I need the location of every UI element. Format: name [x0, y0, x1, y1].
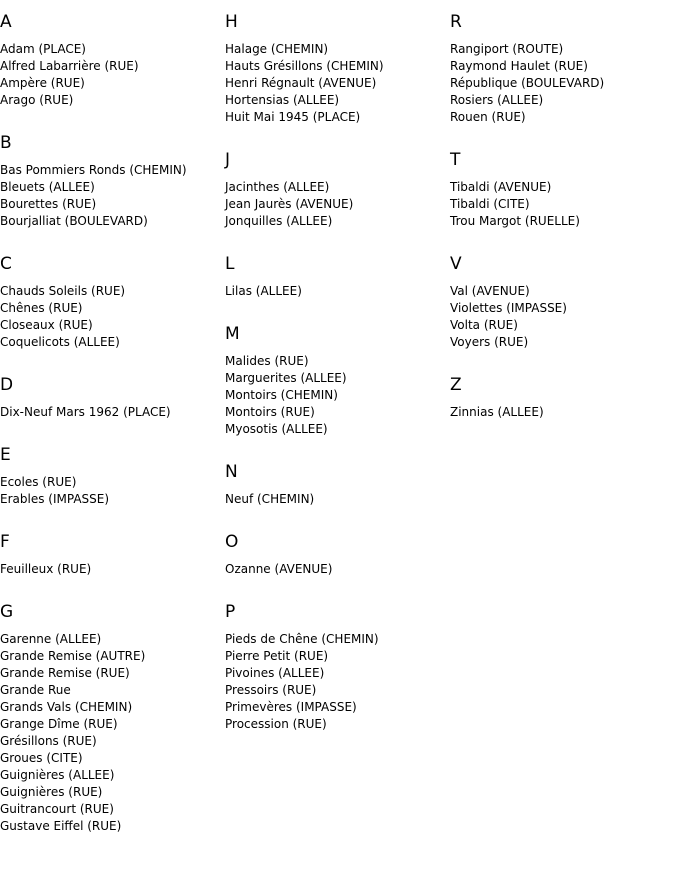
street-list — [225, 353, 450, 438]
street-item: Jonquilles (ALLEE) — [225, 214, 333, 228]
letter-heading: B — [0, 133, 12, 153]
street-item: Ampère (RUE) — [0, 76, 85, 90]
street-list — [0, 404, 225, 421]
letter-group — [225, 253, 450, 300]
letter-heading: Z — [450, 375, 462, 395]
letter-group — [450, 11, 675, 126]
street-item: Pressoirs (RUE) — [225, 683, 317, 697]
street-item: Bourettes (RUE) — [0, 197, 97, 211]
letter-heading: O — [225, 532, 239, 552]
letter-heading: D — [0, 375, 14, 395]
street-item: Rangiport (ROUTE) — [450, 42, 564, 56]
street-list — [225, 491, 450, 508]
street-item: Voyers (RUE) — [450, 335, 529, 349]
street-item: Pivoines (ALLEE) — [225, 666, 325, 680]
street-item: Huit Mai 1945 (PLACE) — [225, 110, 361, 124]
street-item: Garenne (ALLEE) — [0, 632, 102, 646]
street-item: Adam (PLACE) — [0, 42, 86, 56]
street-index — [0, 11, 675, 858]
street-item: Closeaux (RUE) — [0, 318, 93, 332]
column-1 — [0, 11, 225, 858]
letter-group — [450, 149, 675, 230]
street-list — [225, 561, 450, 578]
street-item: Grange Dîme (RUE) — [0, 717, 118, 731]
letter-group — [0, 601, 225, 835]
letter-heading: C — [0, 254, 12, 274]
letter-heading: M — [225, 324, 240, 344]
street-item: Bourjalliat (BOULEVARD) — [0, 214, 148, 228]
street-item: Violettes (IMPASSE) — [450, 301, 567, 315]
letter-group — [450, 374, 675, 421]
street-item: Bas Pommiers Ronds (CHEMIN) — [0, 163, 187, 177]
street-item: Tibaldi (AVENUE) — [450, 180, 552, 194]
street-item: République (BOULEVARD) — [450, 76, 605, 90]
street-item: Dix-Neuf Mars 1962 (PLACE) — [0, 405, 171, 419]
street-item: Ozanne (AVENUE) — [225, 562, 333, 576]
street-list — [0, 474, 225, 508]
letter-heading: F — [0, 532, 10, 552]
street-item: Guignières (RUE) — [0, 785, 103, 799]
letter-group — [225, 531, 450, 578]
street-item: Val (AVENUE) — [450, 284, 530, 298]
street-item: Rosiers (ALLEE) — [450, 93, 544, 107]
street-item: Pieds de Chêne (CHEMIN) — [225, 632, 379, 646]
letter-heading: E — [0, 445, 11, 465]
letter-group — [225, 323, 450, 438]
street-item: Neuf (CHEMIN) — [225, 492, 315, 506]
street-item: Zinnias (ALLEE) — [450, 405, 544, 419]
street-item: Feuilleux (RUE) — [0, 562, 92, 576]
street-item: Chênes (RUE) — [0, 301, 83, 315]
street-list — [0, 283, 225, 351]
letter-group — [225, 149, 450, 230]
street-list — [0, 162, 225, 230]
letter-heading: G — [0, 602, 14, 622]
letter-group — [225, 11, 450, 126]
street-item: Procession (RUE) — [225, 717, 327, 731]
letter-heading: L — [225, 254, 235, 274]
street-item: Rouen (RUE) — [450, 110, 526, 124]
street-item: Lilas (ALLEE) — [225, 284, 302, 298]
street-list — [225, 41, 450, 126]
street-list — [225, 631, 450, 733]
street-item: Halage (CHEMIN) — [225, 42, 329, 56]
street-item: Raymond Haulet (RUE) — [450, 59, 588, 73]
column-2 — [225, 11, 450, 858]
letter-group — [0, 444, 225, 508]
street-item: Tibaldi (CITE) — [450, 197, 530, 211]
letter-group — [0, 531, 225, 578]
street-item: Arago (RUE) — [0, 93, 74, 107]
letter-heading: T — [450, 150, 461, 170]
street-item: Groues (CITE) — [0, 751, 83, 765]
letter-heading: A — [0, 12, 12, 32]
letter-heading: N — [225, 462, 238, 482]
street-item: Volta (RUE) — [450, 318, 518, 332]
street-item: Hortensias (ALLEE) — [225, 93, 340, 107]
street-list — [225, 283, 450, 300]
street-item: Malides (RUE) — [225, 354, 309, 368]
street-item: Coquelicots (ALLEE) — [0, 335, 120, 349]
street-list — [225, 179, 450, 230]
street-item: Gustave Eiffel (RUE) — [0, 819, 122, 833]
letter-group — [0, 253, 225, 351]
street-item: Marguerites (ALLEE) — [225, 371, 347, 385]
street-item: Chauds Soleils (RUE) — [0, 284, 126, 298]
street-list — [450, 41, 675, 126]
street-item: Grands Vals (CHEMIN) — [0, 700, 133, 714]
street-item: Jean Jaurès (AVENUE) — [225, 197, 354, 211]
letter-group — [0, 374, 225, 421]
street-item: Jacinthes (ALLEE) — [225, 180, 330, 194]
street-list — [0, 41, 225, 109]
street-list — [450, 404, 675, 421]
street-item: Ecoles (RUE) — [0, 475, 77, 489]
street-item: Grande Remise (RUE) — [0, 666, 130, 680]
street-item: Erables (IMPASSE) — [0, 492, 110, 506]
street-item: Guignières (ALLEE) — [0, 768, 115, 782]
column-3 — [450, 11, 675, 858]
street-item: Montoirs (CHEMIN) — [225, 388, 338, 402]
street-item: Trou Margot (RUELLE) — [450, 214, 580, 228]
street-item: Hauts Grésillons (CHEMIN) — [225, 59, 384, 73]
letter-heading: R — [450, 12, 462, 32]
letter-heading: H — [225, 12, 238, 32]
street-item: Pierre Petit (RUE) — [225, 649, 329, 663]
street-list — [450, 179, 675, 230]
letter-group — [225, 461, 450, 508]
letter-group — [450, 253, 675, 351]
street-item: Grande Rue — [0, 683, 71, 697]
letter-heading: P — [225, 602, 236, 622]
street-item: Primevères (IMPASSE) — [225, 700, 357, 714]
letter-group — [0, 11, 225, 109]
street-item: Henri Régnault (AVENUE) — [225, 76, 377, 90]
street-item: Alfred Labarrière (RUE) — [0, 59, 139, 73]
street-item: Grésillons (RUE) — [0, 734, 97, 748]
street-list — [450, 283, 675, 351]
letter-heading: V — [450, 254, 462, 274]
letter-group — [225, 601, 450, 733]
street-item: Guitrancourt (RUE) — [0, 802, 114, 816]
street-list — [0, 631, 225, 835]
letter-group — [0, 132, 225, 230]
letter-heading: J — [225, 150, 231, 170]
street-item: Grande Remise (AUTRE) — [0, 649, 146, 663]
street-item: Montoirs (RUE) — [225, 405, 315, 419]
street-item: Bleuets (ALLEE) — [0, 180, 95, 194]
street-list — [0, 561, 225, 578]
street-item: Myosotis (ALLEE) — [225, 422, 328, 436]
